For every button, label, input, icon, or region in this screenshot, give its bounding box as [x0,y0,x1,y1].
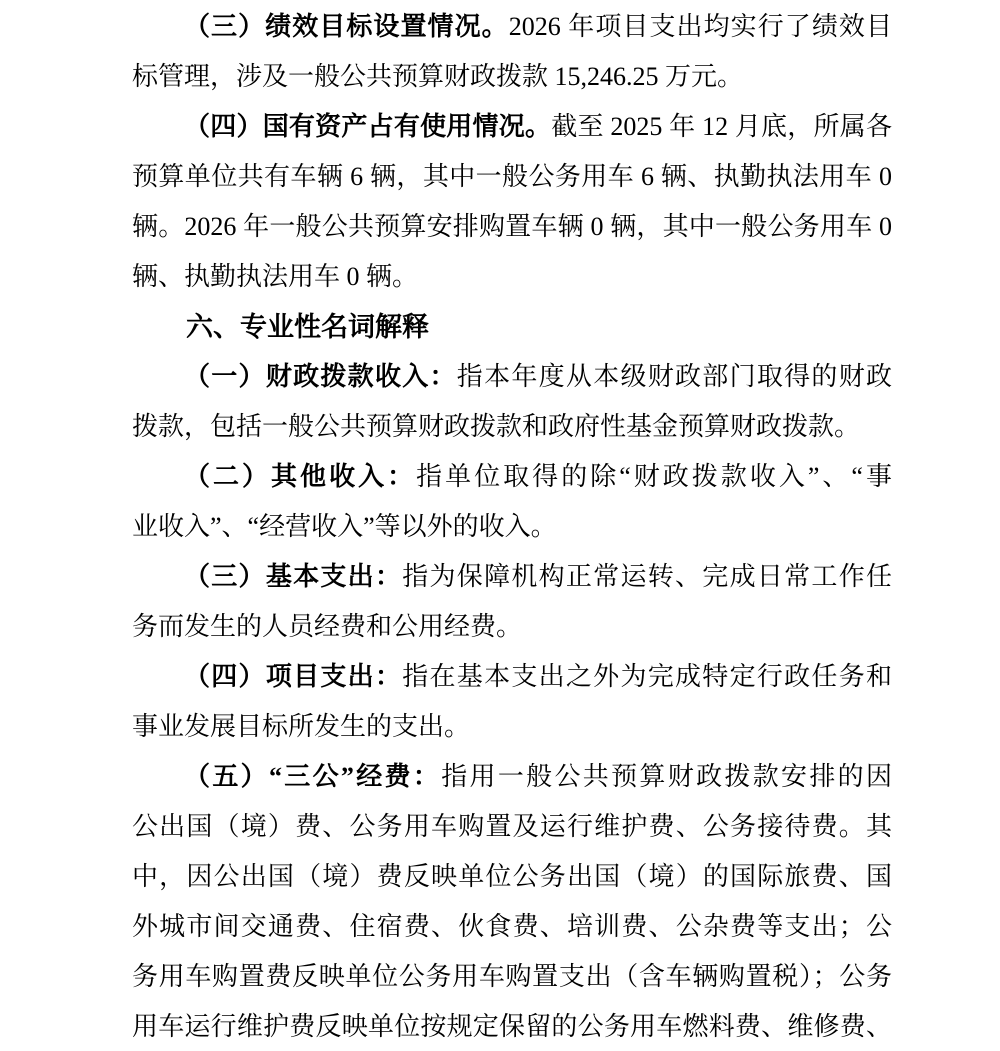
line-text: 务而发生的人员经费和公用经费。 [132,612,523,641]
text-line [132,602,892,652]
section-heading-section-six-terms: 六、专业性名词解释 [186,312,429,342]
line-text: 标管理，涉及一般公共预算财政拨款 15,246.25 万元。 [132,62,744,91]
text-line [132,452,892,502]
line-text: 事业发展目标所发生的支出。 [132,712,471,741]
line-text: 指用一般公共预算财政拨款安排的因 [441,762,892,791]
line-text: 中，因公出国（境）费反映单位公务出国（境）的国际旅费、国 [132,862,892,891]
text-line [132,352,892,402]
line-text: 业收入”、“经营收入”等以外的收入。 [132,512,557,541]
text-line [132,752,892,802]
text-line [132,52,892,102]
term-label: （二）其他收入： [184,462,417,491]
line-text: 辆、执勤执法用车 0 辆。 [132,262,419,291]
line-text: 2026 年项目支出均实行了绩效目 [508,12,892,41]
term-label: （五）“三公”经费： [184,762,442,791]
text-line [132,952,892,1002]
text-line [132,102,892,152]
text-line [132,252,892,302]
text-line [132,502,892,552]
term-label: （四）项目支出： [184,662,403,691]
line-text: 公出国（境）费、公务用车购置及运行维护费、公务接待费。其 [132,812,892,841]
line-text: 指在基本支出之外为完成特定行政任务和 [402,662,892,691]
line-text: 辆。2026 年一般公共预算安排购置车辆 0 辆，其中一般公务用车 0 [132,212,892,241]
line-text: 拨款，包括一般公共预算财政拨款和政府性基金预算财政拨款。 [132,412,861,441]
text-line [132,2,892,52]
line-text: 指单位取得的除“财政拨款收入”、“事 [416,462,892,491]
text-line [132,1002,892,1051]
document-content [132,2,892,1051]
text-line [132,552,892,602]
line-text: 用车运行维护费反映单位按规定保留的公务用车燃料费、维修费、 [132,1012,892,1041]
text-line [132,652,892,702]
text-line [132,802,892,852]
term-label: （一）财政拨款收入： [184,362,457,391]
text-line [132,702,892,752]
text-line [132,402,892,452]
term-label: （三）基本支出： [184,562,403,591]
line-text: 指为保障机构正常运转、完成日常工作任 [402,562,892,591]
term-label: （三）绩效目标设置情况。 [184,12,509,41]
text-line [132,152,892,202]
line-text: 外城市间交通费、住宿费、伙食费、培训费、公杂费等支出；公 [132,912,892,941]
line-text: 指本年度从本级财政部门取得的财政 [456,362,892,391]
text-line [132,902,892,952]
line-text: 预算单位共有车辆 6 辆，其中一般公务用车 6 辆、执勤执法用车 0 [132,162,892,191]
text-line [132,202,892,252]
text-line [132,852,892,902]
line-text: 截至 2025 年 12 月底，所属各 [551,112,892,141]
line-text: 务用车购置费反映单位公务用车购置支出（含车辆购置税）；公务 [132,962,892,991]
term-label: （四）国有资产占有使用情况。 [184,112,552,141]
